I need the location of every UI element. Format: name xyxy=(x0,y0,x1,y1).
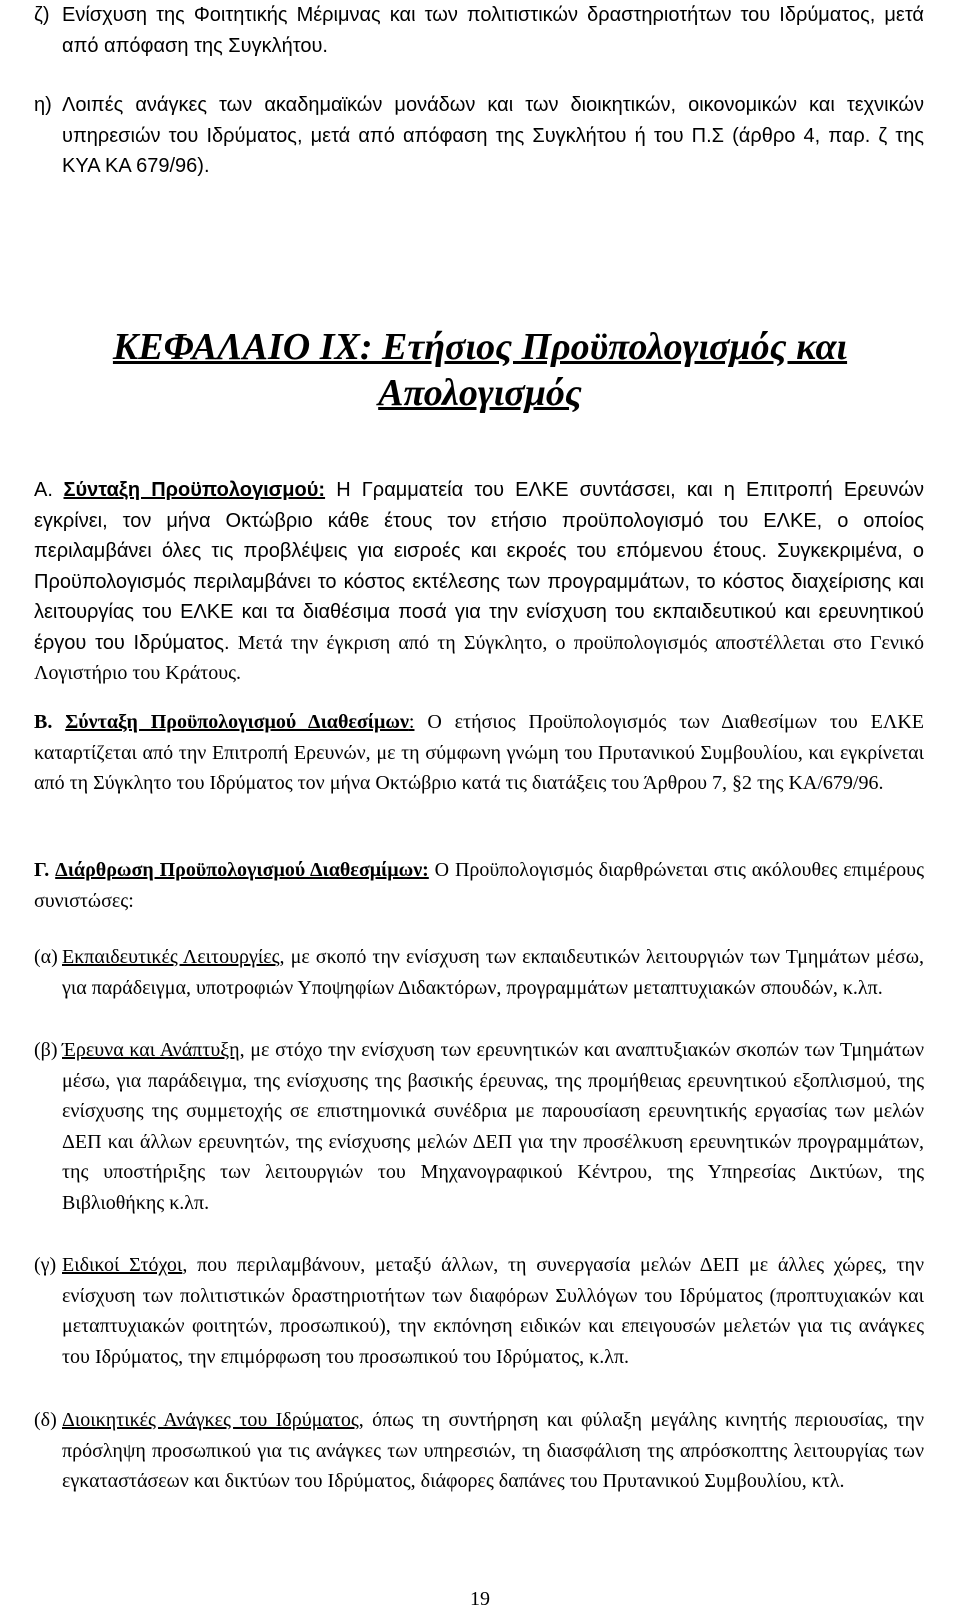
component-marker: (α) xyxy=(34,946,58,968)
component-text: , με σκοπό την ενίσχυση των εκπαιδευτικών λειτουργιών των Τμημάτων μέσω, για παράδειγμα, υποτροφιών Υποψηφίων Διδακτόρων, προγραμμάτων μεταπτυχιακών σπουδών, κ.λπ. xyxy=(62,946,924,999)
list-marker: η) xyxy=(34,94,52,116)
section-b xyxy=(34,707,924,799)
section-c-body: Ο Προϋπολογισμός διαρθρώνεται στις ακόλουθες επιμέρους συνιστώσες: xyxy=(34,859,924,912)
component-item xyxy=(34,942,924,1003)
section-b-heading: Σύνταξη Προϋπολογισμού Διαθεσίμων xyxy=(65,711,409,733)
section-c-heading: Διάρθρωση Προϋπολογισμού Διαθεσμίμων: xyxy=(55,859,429,881)
section-a-body-serif: Μετά την έγκριση από τη Σύγκλητο, ο προϋπολογισμός αποστέλλεται στο Γενικό Λογιστήριο του Κράτους. xyxy=(34,631,924,684)
list-item xyxy=(34,0,924,61)
section-a-letter: Α. xyxy=(34,479,53,501)
section-a-body: Η Γραμματεία του ΕΛΚΕ συντάσσει, και η Επιτροπή Ερευνών εγκρίνει, τον μήνα Οκτώβριο κάθε έτους τον ετήσιο προϋπολογισμό του ΕΛΚΕ, ο οποίος περιλαμβάνει όλες τις προβλέψεις για εισροές και εκροές του επόμενου έτους. Συγκεκριμένα, ο Προϋπολογισμός περιλαμβάνει το κόστος εκτέλεσης των προγραμμάτων, το κόστος διαχείρισης και λειτουργίας του ΕΛΚΕ και τα διαθέσιμα ποσά για την ενίσχυση του εκπαιδευτικού και ερευνητικού έργου του Ιδρύματος. xyxy=(34,479,925,654)
section-c xyxy=(34,855,924,916)
component-text: , όπως τη συντήρηση και φύλαξη μεγάλης κινητής περιουσίας, την πρόσληψη προσωπικού για τις ανάγκες των υπηρεσιών, τη διασφάλιση της απρόσκοπτης λειτουργίας των εγκαταστάσεων και δικτύων του Ιδρύματος, διάφορες δαπάνες του Πρυτανικού Συμβουλίου, κτλ. xyxy=(62,1409,924,1492)
list-item-text: Ενίσχυση της Φοιτητικής Μέριμνας και των πολιτιστικών δραστηριοτήτων του Ιδρύματος, μετά από απόφαση της Συγκλήτου. xyxy=(62,4,924,57)
component-item xyxy=(34,1405,924,1497)
component-text: , που περιλαμβάνουν, μεταξύ άλλων, τη συνεργασία μελών ΔΕΠ με άλλες χώρες, την ενίσχυση των πολιτιστικών δραστηριοτήτων των διαφόρων Συλλόγων του Ιδρύματος (προπτυχιακών και μεταπτυχιακών φοιτητών, προσωπικού), την εκπόνηση ειδικών και επειγουσών μελετών για τις ανάγκες του Ιδρύματος, την επιμόρφωση του προσωπικού του Ιδρύματος, κ.λπ. xyxy=(62,1254,924,1368)
section-a-heading: Σύνταξη Προϋπολογισμού: xyxy=(63,479,326,501)
chapter-heading xyxy=(0,324,960,416)
component-marker: (γ) xyxy=(34,1254,57,1276)
list-marker: ζ) xyxy=(34,4,50,26)
component-title: Εκπαιδευτικές Λειτουργίες xyxy=(62,946,280,968)
component-title: Ειδικοί Στόχοι xyxy=(62,1254,183,1276)
section-b-colon: : xyxy=(408,711,415,733)
section-b-letter: Β. xyxy=(34,711,53,733)
component-marker: (δ) xyxy=(34,1409,57,1431)
list-item xyxy=(34,90,924,182)
component-marker: (β) xyxy=(34,1039,58,1061)
component-item xyxy=(34,1035,924,1218)
list-item-text: Λοιπές ανάγκες των ακαδημαϊκών μονάδων και των διοικητικών, οικονομικών και τεχνικών υπηρεσιών του Ιδρύματος, μετά από απόφαση της Συγκλήτου ή του Π.Σ (άρθρο 4, παρ. ζ της ΚΥΑ ΚΑ 679/96). xyxy=(62,94,924,177)
component-text: , με στόχο την ενίσχυση των ερευνητικών και αναπτυξιακών σκοπών των Τμημάτων μέσω, για παράδειγμα, της ενίσχυσης της βασικής έρευνας, της προμήθειας ερευνητικού εξοπλισμού, της ενίσχυσης της συμμετοχής σε επιστημονικά συνέδρια με παρουσίαση ερευνητικής εργασίας των μελών ΔΕΠ και άλλων ερευνητών, της ενίσχυσης μελών ΔΕΠ για την προσέλκυση ερευνητικών προγραμμάτων, της υποστήριξης των λειτουργιών του Μηχανογραφικού Κέντρου, της Υπηρεσίας Δικτύων, της Βιβλιοθήκης κ.λπ. xyxy=(62,1039,925,1214)
chapter-heading-line2: Απολογισμός xyxy=(378,372,582,414)
component-title: Έρευνα και Ανάπτυξη xyxy=(62,1039,240,1061)
chapter-heading-line1: ΚΕΦΑΛΑΙΟ IX: Ετήσιος Προϋπολογισμός και xyxy=(112,326,848,368)
page-number: 19 xyxy=(470,1588,490,1610)
section-a xyxy=(34,475,924,689)
component-title: Διοικητικές Ανάγκες του Ιδρύματος xyxy=(62,1409,359,1431)
section-c-letter: Γ. xyxy=(34,859,50,881)
component-item xyxy=(34,1250,924,1372)
section-b-body: Ο ετήσιος Προϋπολογισμός των Διαθεσίμων του ΕΛΚΕ καταρτίζεται από την Επιτροπή Ερευνών, με τη σύμφωνη γνώμη του Πρυτανικού Συμβουλίου, και εγκρίνεται από τη Σύγκλητο του Ιδρύματος τον μήνα Οκτώβριο κατά τις διατάξεις του Άρθρου 7, §2 της ΚΑ/679/96. xyxy=(34,711,924,794)
